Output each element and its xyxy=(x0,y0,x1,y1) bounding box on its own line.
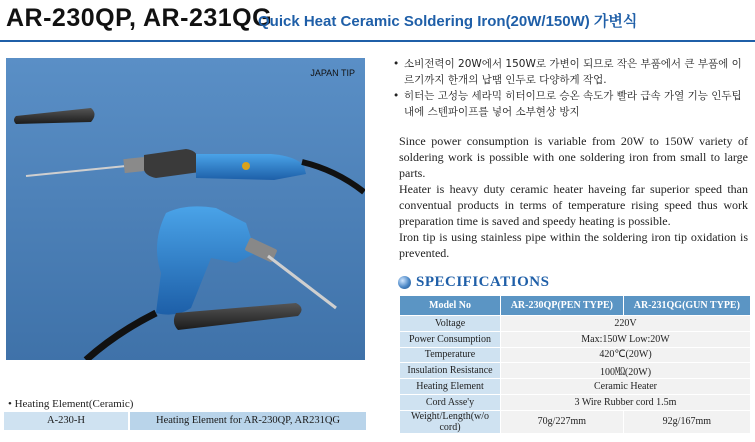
heating-element-heading: • Heating Element(Ceramic) xyxy=(8,398,134,410)
page-header xyxy=(0,0,755,40)
description-paragraph: Since power consumption is variable from 20W to 150W variety of soldering work is possible with one soldering iron from small to large parts. xyxy=(399,134,748,180)
model-title: AR-230QP, AR-231QG xyxy=(6,4,273,32)
japan-tip-label: JAPAN TIP xyxy=(310,68,355,78)
heating-element-description: Heating Element for AR-230QP, AR231QG xyxy=(130,412,366,430)
table-row: Heating Element Ceramic Heater xyxy=(400,379,751,395)
column-header: Model No xyxy=(400,296,501,316)
list-item: • 히터는 고성능 세라믹 히터이므로 승온 속도가 빨라 급속 가열 기능 인두팁내에 스텐파이프를 넣어 소부현상 방지 xyxy=(393,90,742,118)
header-divider xyxy=(0,40,755,42)
specifications-heading xyxy=(398,274,549,291)
table-row: Temperature 420℃(20W) xyxy=(400,347,751,363)
heating-element-row xyxy=(4,412,366,430)
table-header-row xyxy=(400,296,751,316)
product-photo xyxy=(6,58,365,360)
list-item: • 소비전력이 20W에서 150W로 가변이 되므로 작은 부품에서 큰 부품에 이르기까지 한개의 납땜 인두로 다양하게 작업. xyxy=(393,58,742,86)
specifications-title: SPECIFICATIONS xyxy=(416,274,550,290)
table-row: Voltage 220V xyxy=(400,316,751,332)
table-row: Cord Asse'y 3 Wire Rubber cord 1.5m xyxy=(400,395,751,411)
soldering-irons-illustration xyxy=(6,58,365,360)
column-header: AR-231QG(GUN TYPE) xyxy=(623,296,750,316)
pen-iron-body-icon xyxy=(196,154,306,180)
heating-element-code: A-230-H xyxy=(4,412,128,430)
bullet-ball-icon xyxy=(398,276,411,289)
product-subtitle: Quick Heat Ceramic Soldering Iron(20W/150W) 가변식 xyxy=(258,13,638,30)
korean-feature-list xyxy=(393,56,751,120)
specifications-table xyxy=(399,295,751,434)
table-row: Weight/Length(w/o cord) 70g/227mm 92g/167mm xyxy=(400,410,751,433)
english-description xyxy=(399,133,748,261)
description-paragraph: Heater is heavy duty ceramic heater haveing far superior speed than conventual products in terms of temperature rising speed thus work preparation time is saved and speedy heating is possible. xyxy=(399,182,748,228)
column-header: AR-230QP(PEN TYPE) xyxy=(501,296,624,316)
description-paragraph: Iron tip is using stainless pipe within the soldering iron tip oxidation is prevented. xyxy=(399,230,748,260)
table-row: Insulation Resistance 100㏁(20W) xyxy=(400,363,751,379)
table-row: Power Consumption Max:150W Low:20W xyxy=(400,331,751,347)
